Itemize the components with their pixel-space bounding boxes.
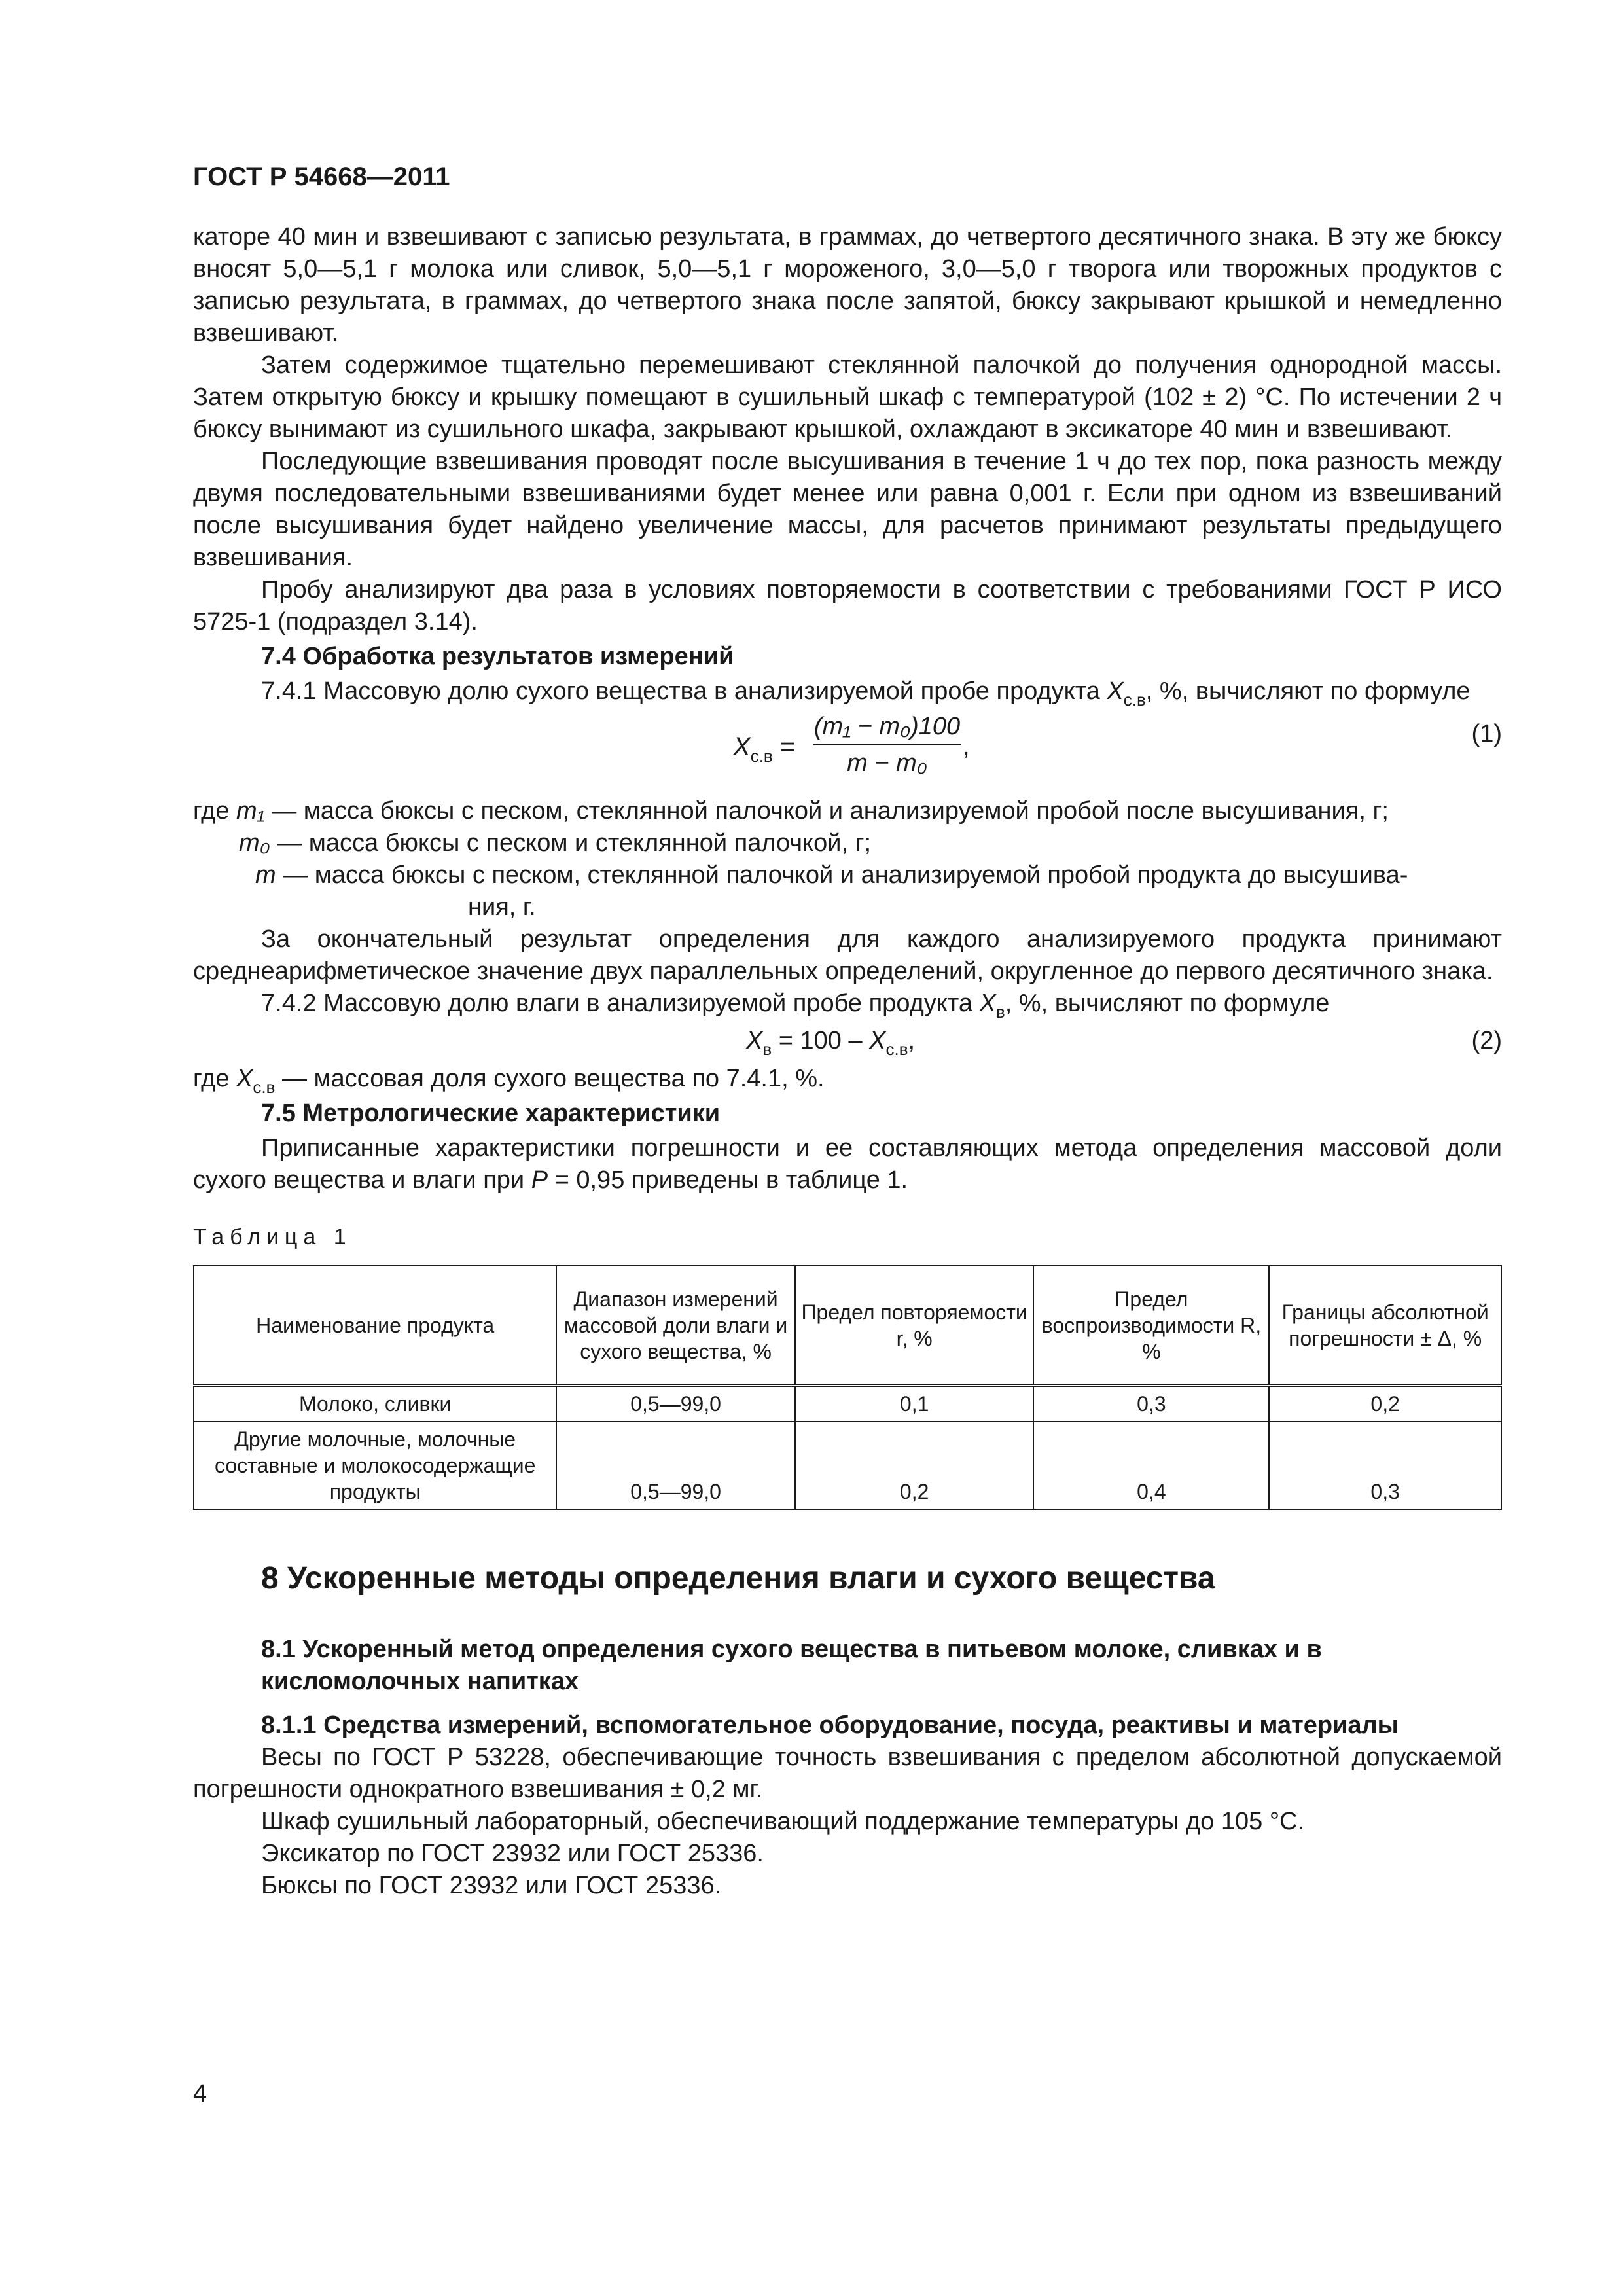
paragraph-7-4-1: 7.4.1 Массовую долю сухого вещества в анализируемой пробе продукта $X_{с.в}$, %, вычисляют по формуле xyxy=(261,677,1471,709)
formula-legend: где m₁ — масса бюксы с песком, стеклянной палочкой и анализируемой пробой после высушивания, г; m₀ — масса бюксы с песком и стеклянной палочкой, г; m — масса бюксы с песком, стеклянной палочкой и анализируемой пробой продукта до высушива- ния, г. xyxy=(193,797,1408,921)
table-row xyxy=(194,1386,1501,1422)
formula-legend: где $X_{с.в}$ — массовая доля сухого вещества по 7.4.1, %. xyxy=(193,1065,825,1097)
table-row xyxy=(194,1422,1501,1509)
paragraph: За окончательный результат определения для каждого анализируемого продукта принимают среднеарифметическое значение двух параллельных определений, округленное до первого десятичного знака. xyxy=(193,925,1502,985)
paragraph: Весы по ГОСТ Р 53228, обеспечивающие точность взвешивания с пределом абсолютной допускаемой погрешности однократного взвешивания ± 0,2 мг. xyxy=(193,1744,1502,1803)
section-heading-7-4: 7.4 Обработка результатов измерений xyxy=(261,643,734,670)
paragraph: Пробу анализируют два раза в условиях повторяемости в соответствии с требованиями ГОСТ Р ИСО 5725-1 (подраздел 3.14). xyxy=(193,576,1502,636)
table-header-cell: Наименование продукта xyxy=(194,1266,556,1386)
formula-number: (2) xyxy=(1471,1027,1502,1054)
section-heading-8: 8 Ускоренные методы определения влаги и сухого вещества xyxy=(261,1561,1215,1596)
page-number: 4 xyxy=(193,2080,207,2108)
page-content xyxy=(193,221,1502,1902)
paragraph: каторе 40 мин и взвешивают с записью результата, в граммах, до четвертого десятичного знака. В эту же бюксу вносят 5,0—5,1 г молока или сливок, 5,0—5,1 г мороженого, 3,0—5,0 г творога или творожных продуктов с записью результата, в граммах, до четвертого знака после запятой, бюксу закрывают крышкой и немедленно взвешивают. xyxy=(193,223,1502,347)
paragraph: Бюксы по ГОСТ 23932 или ГОСТ 25336. xyxy=(261,1872,722,1899)
table-cell: 0,1 xyxy=(795,1386,1034,1422)
table-cell: 0,3 xyxy=(1269,1422,1501,1509)
section-heading-8-1-1: 8.1.1 Средства измерений, вспомогательное оборудование, посуда, реактивы и материалы xyxy=(261,1712,1399,1739)
paragraph: Затем содержимое тщательно перемешивают стеклянной палочкой до получения однородной массы. Затем открытую бюксу и крышку помещают в сушильный шкаф с температурой (102 ± 2) °С. По истечении 2 ч бюксу вынимают из сушильного шкафа, закрывают крышкой, охлаждают в эксикаторе 40 мин и взвешивают. xyxy=(193,351,1502,443)
section-heading-8-1: 8.1 Ускоренный метод определения сухого вещества в питьевом молоке, сливках и в кисломолочных напитках xyxy=(261,1636,1322,1695)
paragraph: Последующие взвешивания проводят после высушивания в течение 1 ч до тех пор, пока разность между двумя последовательными взвешиваниями будет менее или равна 0,001 г. Если при одном из взвешиваний после высушивания будет найдено увеличение массы, для расчетов принимают результаты предыдущего взвешивания. xyxy=(193,448,1502,571)
table-header-cell: Предел воспроизводимости R, % xyxy=(1033,1266,1269,1386)
formula-fraction: $\frac{\text{(m₁ − m₀)100}}{\text{m − m₀}}$ xyxy=(813,713,961,777)
table-cell: 0,5—99,0 xyxy=(556,1386,794,1422)
table-cell: 0,5—99,0 xyxy=(556,1422,794,1509)
table-cell: Другие молочные, молочные составные и молокосодержащие продукты xyxy=(194,1422,556,1509)
formula-2: $X_в = 100 - X_{с.в}$, (2) xyxy=(193,1025,1502,1063)
table-cell: Молоко, сливки xyxy=(194,1386,556,1422)
metrology-table xyxy=(193,1265,1502,1510)
paragraph: Приписанные характеристики погрешности и ее составляющих метода определения массовой доли сухого вещества и влаги при P = 0,95 приведены в таблице 1. xyxy=(193,1134,1502,1194)
table-cell: 0,3 xyxy=(1033,1386,1269,1422)
formula-number: (1) xyxy=(1471,720,1502,747)
paragraph: Эксикатор по ГОСТ 23932 или ГОСТ 25336. xyxy=(261,1840,764,1867)
page-header: ГОСТ Р 54668—2011 xyxy=(193,162,450,191)
paragraph-7-4-2: 7.4.2 Массовую долю влаги в анализируемой пробе продукта $X_в$, %, вычисляют по формуле xyxy=(261,990,1330,1022)
table-caption: Таблица 1 xyxy=(193,1225,352,1249)
table-cell: 0,4 xyxy=(1033,1422,1269,1509)
section-heading-7-5: 7.5 Метрологические характеристики xyxy=(261,1100,721,1127)
formula-1: $X_{с.в}$ = $\frac{\text{(m₁ − m₀)100}}{\text{m − m₀}}$ , (1) xyxy=(193,711,1502,789)
table-header-cell: Предел повторяемости r, % xyxy=(795,1266,1034,1386)
table-cell: 0,2 xyxy=(795,1422,1034,1509)
table-header-cell: Границы абсолютной погрешности ± Δ, % xyxy=(1269,1266,1501,1386)
paragraph: Шкаф сушильный лабораторный, обеспечивающий поддержание температуры до 105 °С. xyxy=(261,1808,1305,1835)
table-cell: 0,2 xyxy=(1269,1386,1501,1422)
table-header-cell: Диапазон измерений массовой доли влаги и сухого вещества, % xyxy=(556,1266,794,1386)
